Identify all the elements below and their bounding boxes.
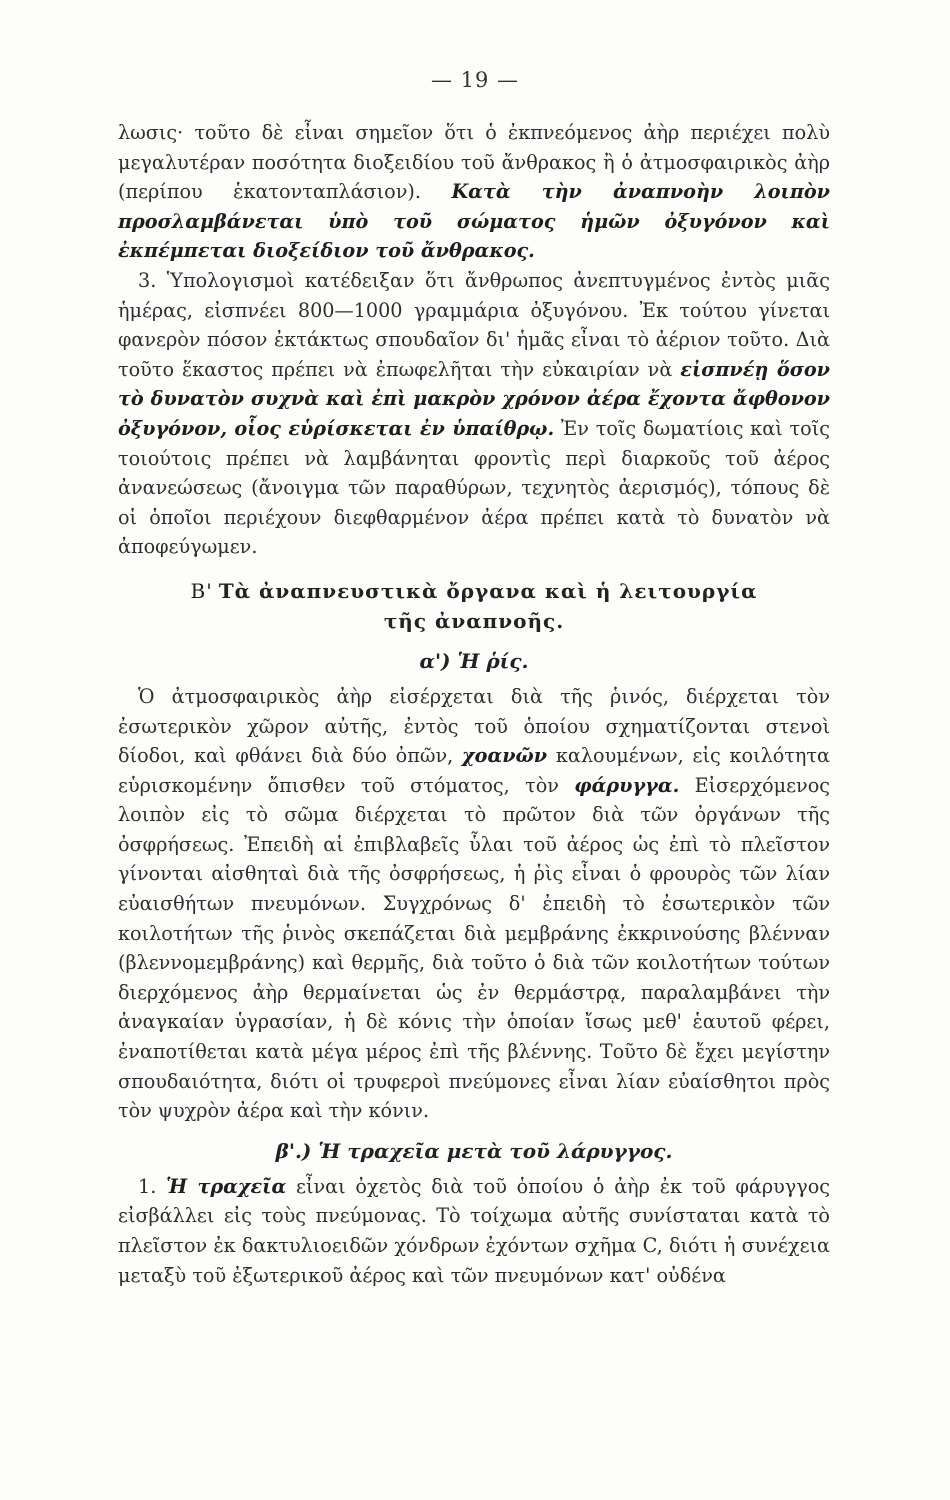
emphasis-text: χοανῶν xyxy=(462,744,548,768)
paragraph-text: Ἐν τοῖς δωματίοις καὶ τοῖς τοιούτοις πρέπει νὰ λαμβάνηται φροντὶς περὶ διαρκοῦς τοῦ ἀέρος ἀνανεώσεως (ἄνοιγμα τῶν παραθύρων, τεχνητὸς ἀερισμός), τόπους δὲ οἱ ὁποῖοι περιέχουν διεφθαρμένον ἀέρα πρέπει κατὰ τὸ δυνατὸν νὰ ἀποφεύγωμεν. xyxy=(118,416,830,559)
item-number: 1. xyxy=(138,1174,167,1198)
section-heading-b xyxy=(118,576,830,636)
paragraph-text: καλουμένων, εἰς κοιλότητα εὑρισκομένην ὄπισθεν τοῦ στόματος, τὸν xyxy=(118,744,830,797)
paragraph-trachea xyxy=(118,1172,830,1290)
paragraph-text: Ὁ ἀτμοσφαιρικὸς ἀὴρ εἰσέρχεται διὰ τῆς ῥινός, διέρχεται τὸν ἐσωτερικὸν χῶρον αὐτῆς, ἐντὸς τοῦ ὁποίου σχηματίζονται στενοὶ δίοδοι, καὶ φθάνει διὰ δύο ὀπῶν, xyxy=(118,684,830,768)
emphasis-text: εἰσπνέῃ ὅσον τὸ δυνατὸν συχνὰ καὶ ἐπὶ μακρὸν χρόνον ἀέρα ἔχοντα ἄφθονον ὀξυγόνον, οἷος εὑρίσκεται ἐν ὑπαίθρῳ. xyxy=(118,357,830,440)
paragraph-continuation xyxy=(118,118,830,266)
body-text xyxy=(118,118,830,1290)
paragraph-nose xyxy=(118,682,830,1126)
section-title-line-2: τῆς ἀναπνοῆς. xyxy=(383,608,565,633)
section-mark: Β' xyxy=(190,578,213,603)
page-number: — 19 — xyxy=(430,68,520,92)
paragraph-text: Εἰσερχόμενος λοιπὸν εἰς τὸ σῶμα διέρχεται τὸ πρῶτον διὰ τῶν ὀργάνων τῆς ὀσφρήσεως. Ἐπειδὴ αἱ ἐπιβλαβεῖς ὗλαι τοῦ ἀέρος ὡς ἐπὶ τὸ πλεῖστον γίνονται αἰσθηταὶ διὰ τῆς ὀσφρήσεως, ἡ ῥὶς εἶναι ὁ φρουρὸς τῶν λίαν εὐαισθήτων πνευμόνων. Συγχρόνως δ' ἐπειδὴ τὸ ἐσωτερικὸν τῶν κοιλοτήτων τῆς ῥινὸς σκεπάζεται διὰ μεμβράνης ἐκκρινούσης βλένναν (βλεννομεμβράνης) καὶ θερμῆς, διὰ τοῦτο ὁ διὰ τῶν κοιλοτήτων τούτων διερχόμενος ἀὴρ θερμαίνεται ὡς ἐν θερμάστρᾳ, παραλαμβάνει τὴν ἀναγκαίαν ὑγρασίαν, ἡ δὲ κόνις τὴν ὁποίαν ἴσως μεθ' ἑαυτοῦ φέρει, ἐναποτίθεται κατὰ μέγα μέρος ἐπὶ τῆς βλέννης. Τοῦτο δὲ ἔχει μεγίστην σπουδαιότητα, διότι οἱ τρυφεροὶ πνεύμονες εἶναι λίαν εὐαίσθητοι πρὸς τὸν ψυχρὸν ἀέρα καὶ τὴν κόνιν. xyxy=(118,773,831,1123)
paragraph-text: λωσις· τοῦτο δὲ εἶναι σημεῖον ὅτι ὁ ἐκπνεόμενος ἀὴρ περιέχει πολὺ μεγαλυτέραν ποσότητα διοξειδίου τοῦ ἄνθρακος ἢ ὁ ἀτμοσφαιρικὸς ἀὴρ (περίπου ἑκατονταπλάσιον). xyxy=(118,121,830,204)
emphasis-text: Κατὰ τὴν ἀναπνοὴν λοιπὸν προσλαμβάνεται ὑπὸ τοῦ σώματος ἡμῶν ὀξυγόνον καὶ ἐκπέμπεται διοξείδιον τοῦ ἄνθρακος. xyxy=(118,180,830,263)
paragraph-text: εἶναι ὀχετὸς διὰ τοῦ ὁποίου ὁ ἀὴρ ἐκ τοῦ φάρυγγος εἰσβάλλει εἰς τοὺς πνεύμονας. Τὸ τοίχωμα αὐτῆς συνίσταται κατὰ τὸ πλεῖστον ἐκ δακτυλιοειδῶν χόνδρων ἐχόντων σχῆμα C, διότι ἡ συνέχεια μεταξὺ τοῦ ἐξωτερικοῦ ἀέρος καὶ τῶν πνευμόνων κατ' οὐδένα xyxy=(118,1174,830,1287)
subheading-trachea: β'.) Ἡ τραχεῖα μετὰ τοῦ λάρυγγος. xyxy=(275,1138,673,1163)
paragraph-3 xyxy=(118,266,830,562)
section-title-line-1: Τὰ ἀναπνευστικὰ ὄργανα καὶ ἡ λειτουργία xyxy=(218,578,758,603)
paragraph-text: 3. Ὑπολογισμοὶ κατέδειξαν ὅτι ἄνθρωπος ἀνεπτυγμένος ἐντὸς μιᾶς ἡμέρας, εἰσπνέει 800—1000 γραμμάρια ὀξυγόνου. Ἐκ τούτου γίνεται φανερὸν πόσον ἐκτάκτως σπουδαῖον δι' ἡμᾶς εἶναι τὸ ἀέριον τοῦτο. Διὰ τοῦτο ἕκαστος πρέπει νὰ ἐπωφελῆται τὴν εὐκαιρίαν νὰ xyxy=(118,268,830,381)
emphasis-text: Ἡ τραχεῖα xyxy=(166,1174,287,1198)
subheading-nose: α') Ἡ ῥίς. xyxy=(419,648,529,673)
emphasis-text: φάρυγγα. xyxy=(574,773,680,797)
